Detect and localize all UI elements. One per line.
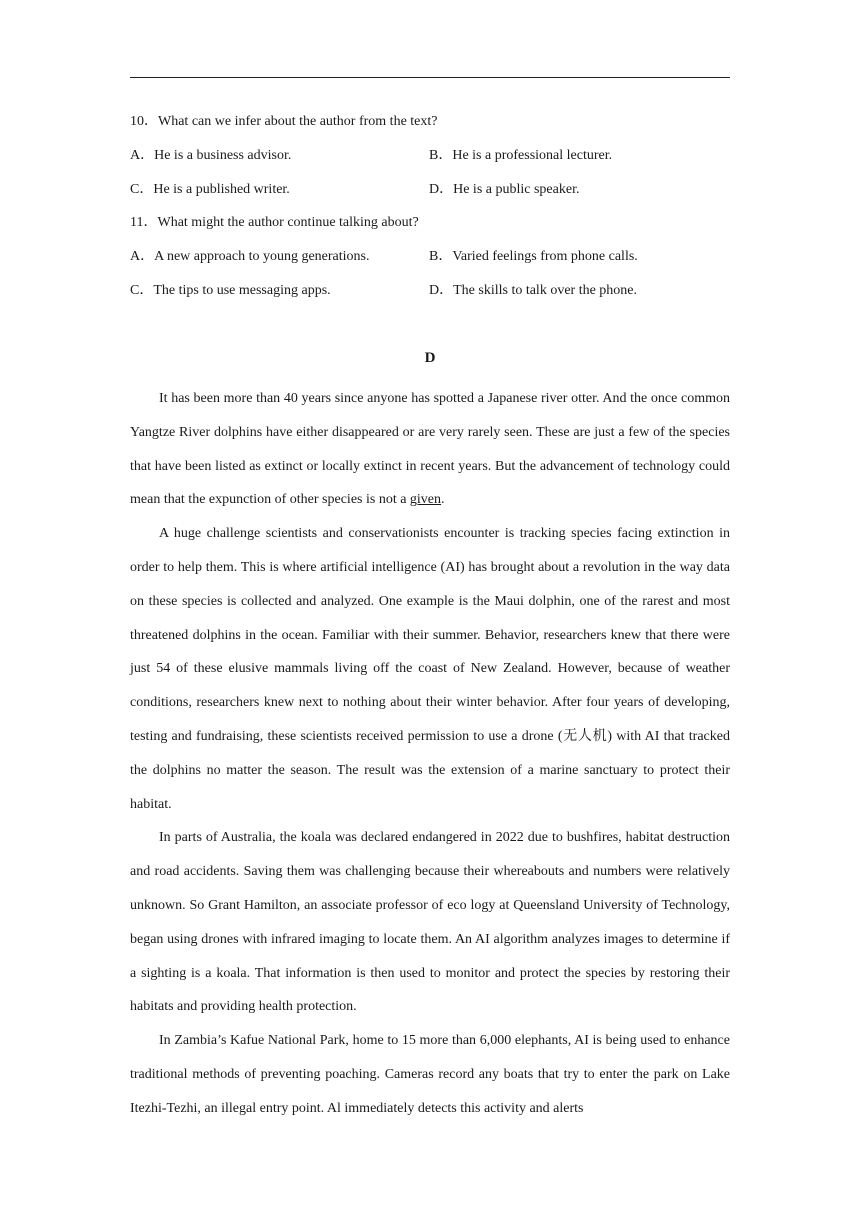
question-11-option-c: C．The tips to use messaging apps. [130, 283, 331, 298]
section-heading: D [424, 350, 436, 366]
paragraph-2: A huge challenge scientists and conservationists encounter is tracking species facing extinction in order to help them. This is where artificial intelligence (AI) has brought about a revolution in the way data on these species is collected and analyzed. One example is the Maui dolphin, one of the rarest and most threatened dolphins in the ocean. Familiar with their summer. Behavior, researchers knew that there were just 54 of these elusive mammals living off the coast of New Zealand. However, because of weather conditions, researchers knew next to nothing about their winter behavior. After four years of developing, testing and fundraising, these scientists received permission to use a drone (无人机) with AI that tracked the dolphins no matter the season. The result was the extension of a marine sanctuary to protect their habitat. [130, 526, 730, 812]
question-10-stem: 10．What can we infer about the author from the text? [130, 114, 438, 129]
paragraph-1-text: It has been more than 40 years since anyone has spotted a Japanese river otter. And the once common Yangtze River dolphins have either disappeared or are very rarely seen. These are just a few of the species that have been listed as extinct or locally extinct in recent years. But the advancement of technology could mean that the expunction of other species is not a [130, 391, 730, 508]
question-10-option-c: C．He is a published writer. [130, 182, 290, 197]
header-rule [130, 77, 730, 78]
question-11-stem: 11．What might the author continue talking about? [130, 215, 419, 230]
paragraph-1 [130, 382, 730, 517]
question-11-option-b: B．Varied feelings from phone calls. [429, 249, 638, 264]
question-10-option-b: B．He is a professional lecturer. [429, 148, 613, 163]
question-10-option-a: A．He is a business advisor. [130, 148, 292, 163]
question-11-option-d: D．The skills to talk over the phone. [429, 283, 638, 298]
question-11-option-a: A．A new approach to young generations. [130, 249, 370, 264]
paragraph-3: In parts of Australia, the koala was declared endangered in 2022 due to bushfires, habitat destruction and road accidents. Saving them was challenging because their whereabouts and numbers were relatively unknown. So Grant Hamilton, an associate professor of eco logy at Queensland University of Technology, began using drones with infrared imaging to locate them. An AI algorithm analyzes images to determine if a sighting is a koala. That information is then used to monitor and protect the species by restoring their habitats and providing health protection. [130, 830, 730, 1015]
passage [130, 382, 730, 1126]
underlined-word: given [409, 492, 442, 508]
paragraph-4: In Zambia’s Kafue National Park, home to 15 more than 6,000 elephants, AI is being used to enhance traditional methods of preventing poaching. Cameras record any boats that try to enter the park on Lake Itezhi-Tezhi, an illegal entry point. Al immediately detects this activity and alerts [130, 1033, 730, 1116]
question-10-option-d: D．He is a public speaker. [429, 182, 580, 197]
paragraph-1-end: . [441, 492, 445, 508]
